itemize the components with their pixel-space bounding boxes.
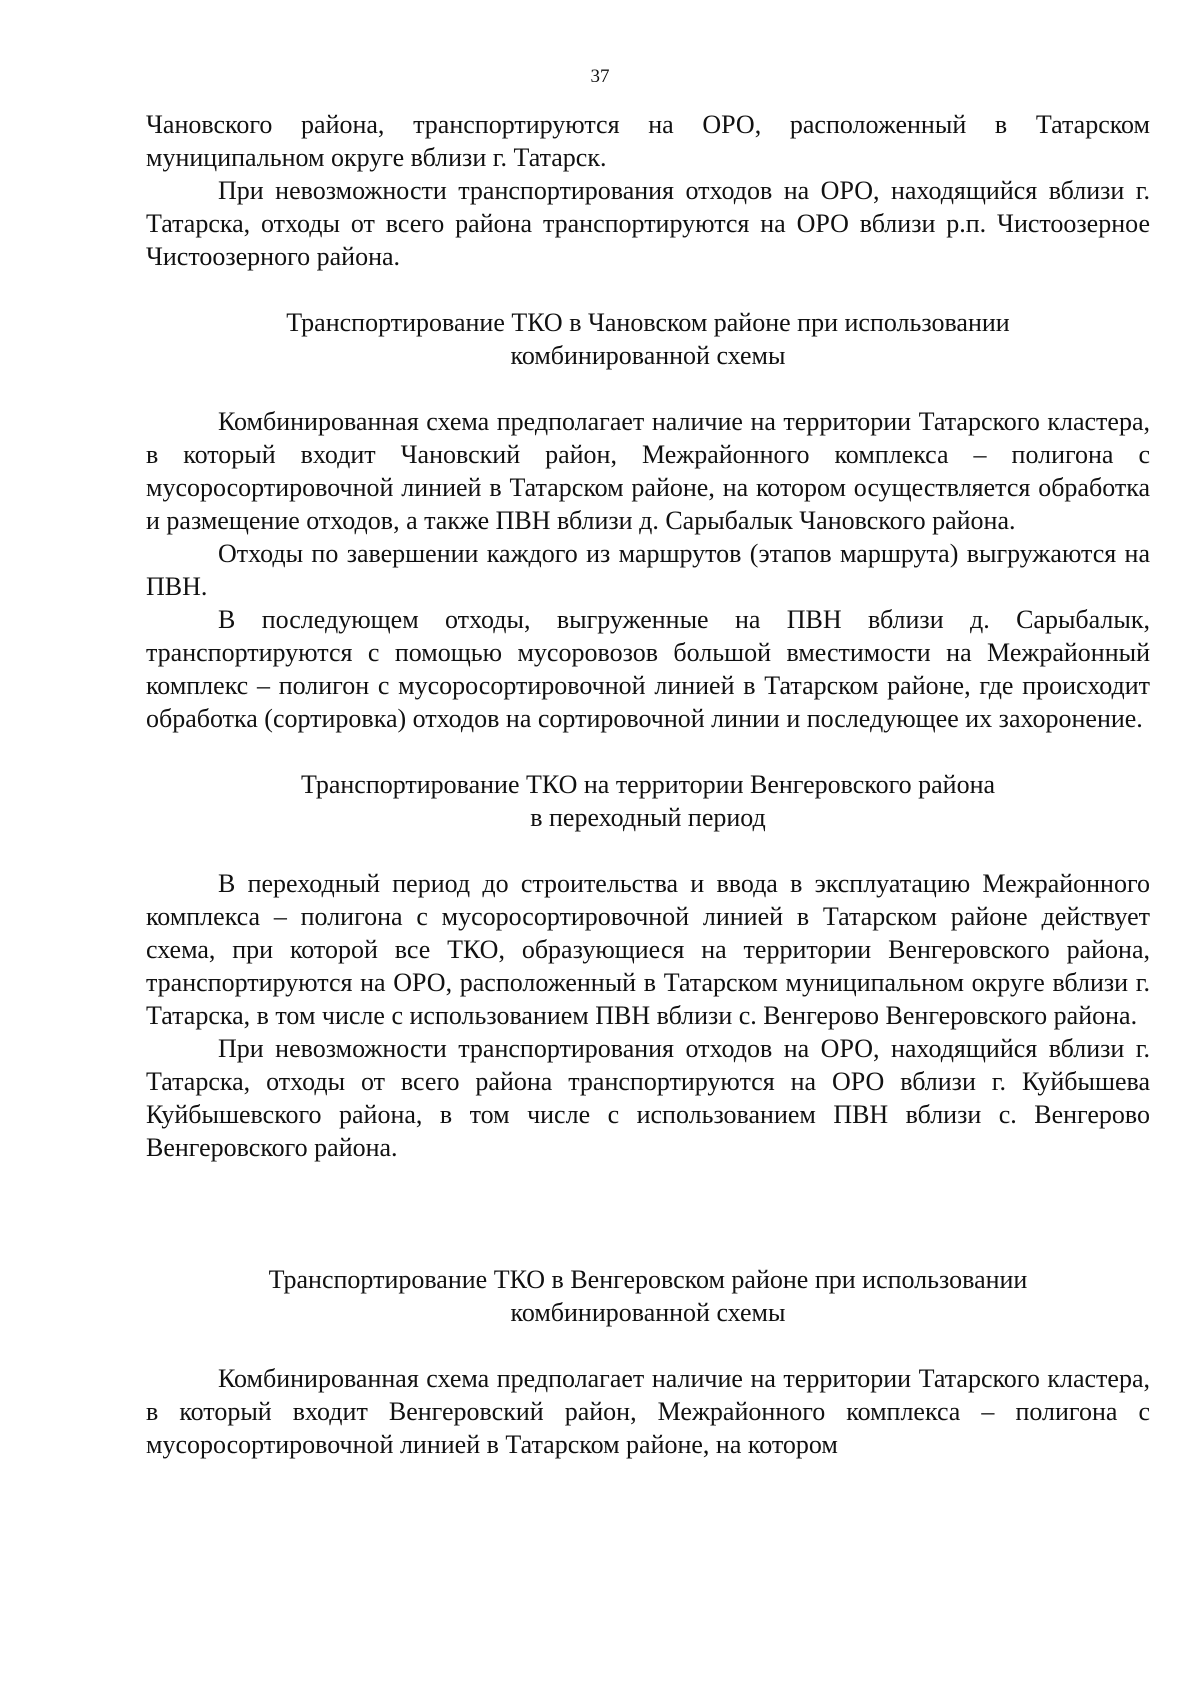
paragraph-subsequent-transport: В последующем отходы, выгруженные на ПВН вблизи д. Сарыбалык, транспортируются с помощью мусоровозов большой вместимости на Межрайонный комплекс – полигон с мусоросортировочной линией в Татарском районе, где происходит обработка (сортировка) отходов на сортировочной линии и последующее их захоронение. xyxy=(146,605,1150,733)
spacer xyxy=(146,1329,1150,1362)
section-heading-vengerovsky-combined xyxy=(146,1263,1150,1329)
heading-line: комбинированной схемы xyxy=(510,341,786,370)
heading-line: в переходный период xyxy=(530,803,766,832)
spacer xyxy=(146,1164,1150,1263)
heading-line: Транспортирование ТКО в Венгеровском районе при использовании xyxy=(268,1265,1028,1294)
spacer xyxy=(146,834,1150,867)
spacer xyxy=(146,735,1150,768)
paragraph-alternative-route-vengerovsky: При невозможности транспортирования отходов на ОРО, находящийся вблизи г. Татарска, отходы от всего района транспортируются на ОРО вблизи г. Куйбышева Куйбышевского района, в том числе с использованием ПВН вблизи с. Венгерово Венгеровского района. xyxy=(146,1034,1150,1162)
document-body xyxy=(146,108,1150,1461)
section-heading-vengerovsky-transition xyxy=(146,768,1150,834)
paragraph-combined-scheme: Комбинированная схема предполагает наличие на территории Татарского кластера, в который входит Чановский район, Межрайонного комплекса – полигона с мусоросортировочной линией в Татарском районе, на котором осуществляется обработка и размещение отходов, а также ПВН вблизи д. Сарыбалык Чановского района. xyxy=(146,407,1150,535)
section-heading-chanovsky xyxy=(146,306,1150,372)
heading-line: комбинированной схемы xyxy=(510,1298,786,1327)
page-number: 37 xyxy=(590,66,610,87)
paragraph-alternative-route: При невозможности транспортирования отходов на ОРО, находящийся вблизи г. Татарска, отходы от всего района транспортируются на ОРО вблизи р.п. Чистоозерное Чистоозерного района. xyxy=(146,176,1150,271)
heading-line: Транспортирование ТКО в Чановском районе при использовании xyxy=(286,308,1010,337)
paragraph-combined-scheme-vengerovsky: Комбинированная схема предполагает наличие на территории Татарского кластера, в который входит Венгеровский район, Межрайонного комплекса – полигона с мусоросортировочной линией в Татарском районе, на котором xyxy=(146,1364,1150,1459)
paragraph-continuation: Чановского района, транспортируются на ОРО, расположенный в Татарском муниципальном округе вблизи г. Татарск. xyxy=(146,110,1150,172)
spacer xyxy=(146,372,1150,405)
heading-line: Транспортирование ТКО на территории Венгеровского района xyxy=(300,770,996,799)
spacer xyxy=(146,273,1150,306)
paragraph-unloading: Отходы по завершении каждого из маршрутов (этапов маршрута) выгружаются на ПВН. xyxy=(146,539,1150,601)
paragraph-transition-period: В переходный период до строительства и ввода в эксплуатацию Межрайонного комплекса – полигона с мусоросортировочной линией в Татарском районе действует схема, при которой все ТКО, образующиеся на территории Венгеровского района, транспортируются на ОРО, расположенный в Татарском муниципальном округе вблизи г. Татарска, в том числе с использованием ПВН вблизи с. Венгерово Венгеровского района. xyxy=(146,869,1150,1030)
